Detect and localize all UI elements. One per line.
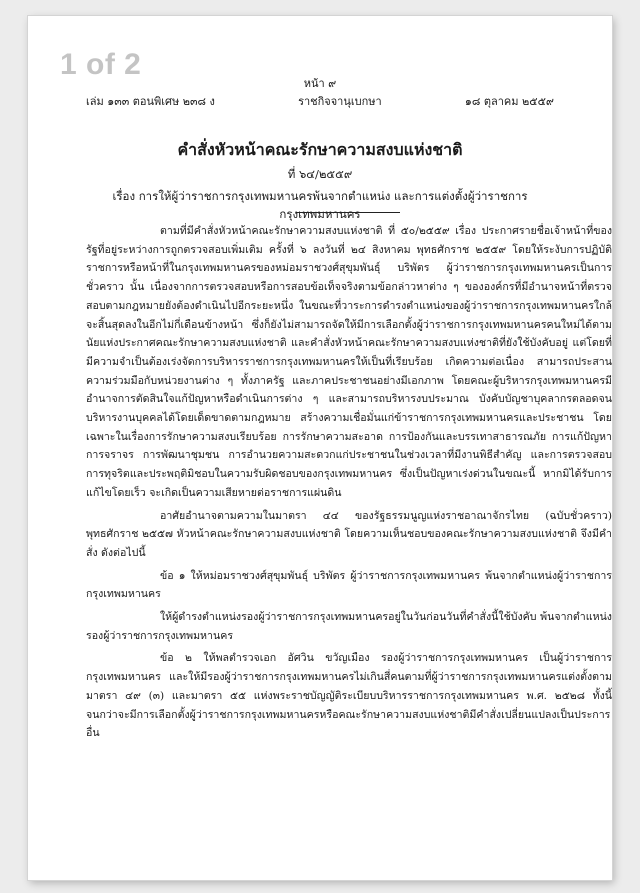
- gazette-name: ราชกิจจานุเบกษา: [298, 95, 382, 108]
- order-body: [86, 222, 612, 747]
- order-subject: เรื่อง การให้ผู้ว่าราชการกรุงเทพมหานครพ้นจากตำแหน่ง และการแต่งตั้งผู้ว่าราชการกรุงเทพมหานคร: [112, 189, 528, 221]
- body-paragraph: ให้ผู้ดำรงตำแหน่งรองผู้ว่าราชการกรุงเทพมหานครอยู่ในวันก่อนวันที่คำสั่งนี้ใช้บังคับ พ้นจากตำแหน่งรองผู้ว่าราชการกรุงเทพมหานคร: [86, 611, 612, 642]
- page-number: หน้า ๙: [303, 77, 337, 90]
- body-paragraph: อาศัยอำนาจตามความในมาตรา ๔๔ ของรัฐธรรมนูญแห่งราชอาณาจักรไทย (ฉบับชั่วคราว) พุทธศักราช ๒๕๕๗ หัวหน้าคณะรักษาความสงบแห่งชาติ โดยความเห็นชอบของคณะรักษาความสงบแห่งชาติ จึงมีคำสั่ง ดังต่อไปนี้: [86, 509, 612, 559]
- body-paragraph: ข้อ ๒ ให้พลตำรวจเอก อัศวิน ขวัญเมือง รองผู้ว่าราชการกรุงเทพมหานคร เป็นผู้ว่าราชการกรุงเทพมหานคร และให้มีรองผู้ว่าราชการกรุงเทพมหานครไม่เกินสี่คนตามที่ผู้ว่าราชการกรุงเทพมหานครแต่งตั้งตามมาตรา ๔๙ (๓) และมาตรา ๕๕ แห่งพระราชบัญญัติระเบียบบริหารราชการกรุงเทพมหานคร พ.ศ. ๒๕๒๘ ทั้งนี้ จนกว่าจะมีการเลือกตั้งผู้ว่าราชการกรุงเทพมหานครหรือคณะรักษาความสงบแห่งชาติมีคำสั่งเปลี่ยนแปลงเป็นประการอื่น: [86, 652, 612, 740]
- publication-date: ๑๘ ตุลาคม ๒๕๕๙: [464, 95, 554, 108]
- body-paragraph: ตามที่มีคำสั่งหัวหน้าคณะรักษาความสงบแห่งชาติ ที่ ๕๐/๒๕๕๙ เรื่อง ประกาศรายชื่อเจ้าหน้าที่ของรัฐที่อยู่ระหว่างการถูกตรวจสอบเพิ่มเติม ครั้งที่ ๖ ลงวันที่ ๒๔ สิงหาคม พุทธศักราช ๒๕๕๙ โดยให้ระงับการปฏิบัติราชการหรือหน้าที่ในกรุงเทพมหานครของหม่อมราชวงศ์สุขุมพันธุ์ บริพัตร ผู้ว่าราชการกรุงเทพมหานครเป็นการชั่วคราว นั้น เนื่องจากการตรวจสอบหรือการสอบข้อเท็จจริงตามข้อกล่าวหาต่าง ๆ ขององค์กรที่มีอำนาจหน้าที่ตรวจสอบตามกฎหมายยังต้องดำเนินไปอีกระยะหนึ่ง ในขณะที่วาระการดำรงตำแหน่งของผู้ว่าราชการกรุงเทพมหานครใกล้จะสิ้นสุดลงในอีกไม่กี่เดือนข้างหน้า ซึ่งก็ยังไม่สามารถจัดให้มีการเลือกตั้งผู้ว่าราชการกรุงเทพมหานครคนใหม่ได้ตามนัยแห่งประกาศคณะรักษาความสงบแห่งชาติ และคำสั่งหัวหน้าคณะรักษาความสงบแห่งชาติที่ยังใช้บังคับอยู่ แต่โดยที่มีความจำเป็นต้องเร่งจัดการบริหารราชการกรุงเทพมหานครให้เป็นที่เรียบร้อย เกิดความต่อเนื่อง สามารถประสานความร่วมมือกับหน่วยงานต่าง ๆ ทั้งภาครัฐ และภาคประชาชนอย่างมีเอกภาพ โดยคณะผู้บริหารกรุงเทพมหานครมีอำนาจการตัดสินใจแก้ปัญหาหรือดำเนินการต่าง ๆ และสามารถบริหารงบประมาณ บังคับบัญชาบุคลากรตลอดจนบริหารงานบุคคลได้โดยเด็ดขาดตามกฎหมาย สร้างความเชื่อมั่นแก่ข้าราชการกรุงเทพมหานครและประชาชน โดยเฉพาะในเรื่องการรักษาความสงบเรียบร้อย การรักษาความสะอาด การป้องกันและบรรเทาสาธารณภัย การแก้ปัญหาการจราจร การพัฒนาชุมชน การอำนวยความสะดวกแก่ประชาชนในช่วงเวลาที่มีงานพิธีสำคัญ และการตรวจสอบการทุจริตและประพฤติมิชอบในความรับผิดชอบของกรุงเทพมหานคร ซึ่งเป็นปัญหาเร่งด่วนในขณะนี้ หากมิได้รับการแก้ไขโดยเร็ว จะเกิดเป็นความเสียหายต่อราชการแผ่นดิน: [86, 225, 612, 499]
- volume-info: เล่ม ๑๓๓ ตอนพิเศษ ๒๓๘ ง: [86, 95, 215, 108]
- order-number: ที่ ๖๔/๒๕๕๙: [287, 167, 353, 181]
- gazette-header: [86, 92, 554, 110]
- document-page: [28, 16, 612, 880]
- order-title: คำสั่งหัวหน้าคณะรักษาความสงบแห่งชาติ: [177, 140, 463, 159]
- page-counter: 1 of 2: [60, 48, 142, 81]
- body-paragraph: ข้อ ๑ ให้หม่อมราชวงศ์สุขุมพันธุ์ บริพัตร ผู้ว่าราชการกรุงเทพมหานคร พ้นจากตำแหน่งผู้ว่าราชการกรุงเทพมหานคร: [86, 569, 612, 601]
- title-divider: [296, 212, 400, 213]
